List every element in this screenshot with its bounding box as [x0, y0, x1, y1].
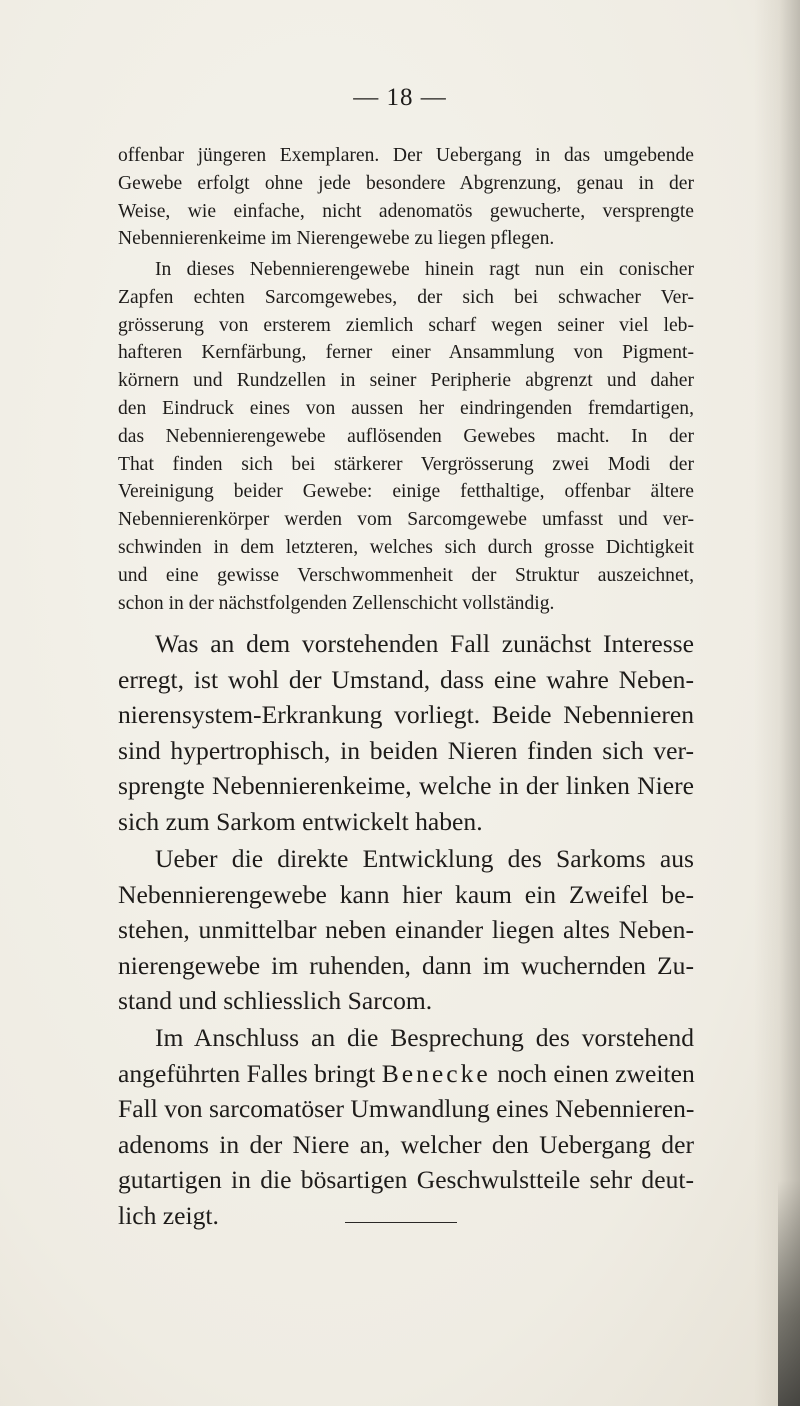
paragraph-3	[118, 626, 694, 840]
text-line: In dieses Nebennierengewebe hinein ragt nun ein conischer	[155, 259, 694, 280]
text-line: hafteren Kernfärbung, ferner einer Ansammlung von Pigment-	[118, 342, 694, 364]
text-line: schon in der nächstfolgenden Zellenschicht vollständig.	[118, 592, 555, 614]
text-line: Gewebe erfolgt ohne jede besondere Abgrenzung, genau in der	[118, 172, 694, 194]
paragraph-2	[118, 256, 694, 617]
text-line: Zapfen echten Sarcomgewebes, der sich bei schwacher Ver-	[118, 286, 694, 308]
text-line: offenbar jüngeren Exemplaren. Der Uebergang in das umgebende	[118, 145, 694, 166]
text-line: sprengte Nebennierenkeime, welche in der linken Niere	[118, 771, 694, 801]
author-name: Benecke	[381, 1058, 491, 1088]
text-line: grösserung von ersterem ziemlich scharf wegen seiner viel leb-	[118, 314, 694, 336]
text-line: und eine gewisse Verschwommenheit der Struktur auszeichnet,	[118, 564, 694, 586]
text-line: Nebennierengewebe kann hier kaum ein Zweifel be-	[118, 879, 694, 909]
page-edge-dark	[778, 1180, 800, 1406]
text-line: erregt, ist wohl der Umstand, dass eine wahre Neben-	[118, 664, 694, 694]
text-line: das Nebennierengewebe auflösenden Gewebes macht. In der	[118, 425, 694, 447]
text-fragment: angeführten Falles bringt	[118, 1058, 382, 1088]
text-line: Nebennierenkeime im Nierengewebe zu liegen pflegen.	[118, 228, 555, 250]
text-line: sind hypertrophisch, in beiden Nieren finden sich ver-	[118, 735, 694, 765]
text-line: körnern und Rundzellen in seiner Peripherie abgrenzt und daher	[118, 370, 694, 392]
text-line: nierensystem-Erkrankung vorliegt. Beide Nebennieren	[118, 700, 694, 730]
text-line: Im Anschluss an die Besprechung des vorstehend	[155, 1023, 694, 1052]
paragraph-4	[118, 841, 694, 1019]
text-line: Ueber die direkte Entwicklung des Sarkoms aus	[155, 844, 694, 873]
text-line: sich zum Sarkom entwickelt haben.	[118, 806, 483, 836]
text-line: Vereinigung beider Gewebe: einige fetthaltige, offenbar ältere	[118, 481, 694, 503]
text-line: Nebennierenkörper werden vom Sarcomgewebe umfasst und ver-	[118, 509, 694, 531]
paragraph-1	[118, 142, 694, 253]
text-line: Fall von sarcomatöser Umwandlung eines Nebennieren-	[118, 1094, 695, 1124]
text-line: adenoms in der Niere an, welcher den Uebergang der	[118, 1129, 694, 1159]
text-line: gutartigen in die bösartigen Geschwulstteile sehr deut-	[118, 1165, 694, 1195]
text-line: stand und schliesslich Sarcom.	[118, 986, 433, 1016]
text-line	[118, 1056, 694, 1092]
text-line: That finden sich bei stärkerer Vergrösserung zwei Modi der	[118, 453, 694, 475]
text-line: lich zeigt.	[118, 1200, 219, 1230]
text-line: Was an dem vorstehenden Fall zunächst Interesse	[155, 629, 694, 658]
section-end-rule	[345, 1222, 457, 1223]
text-line: Weise, wie einfache, nicht adenomatös gewucherte, versprengte	[118, 200, 694, 222]
text-line: den Eindruck eines von aussen her eindringenden fremdartigen,	[118, 397, 694, 419]
paragraph-5	[118, 1020, 694, 1234]
page-number: — 18 —	[353, 84, 447, 111]
text-fragment: noch einen zweiten	[490, 1058, 695, 1088]
text-line: nierengewebe im ruhenden, dann im wuchernden Zu-	[118, 950, 694, 980]
text-line: stehen, unmittelbar neben einander liegen altes Neben-	[118, 915, 694, 945]
text-line: schwinden in dem letzteren, welches sich durch grosse Dichtigkeit	[118, 536, 694, 558]
